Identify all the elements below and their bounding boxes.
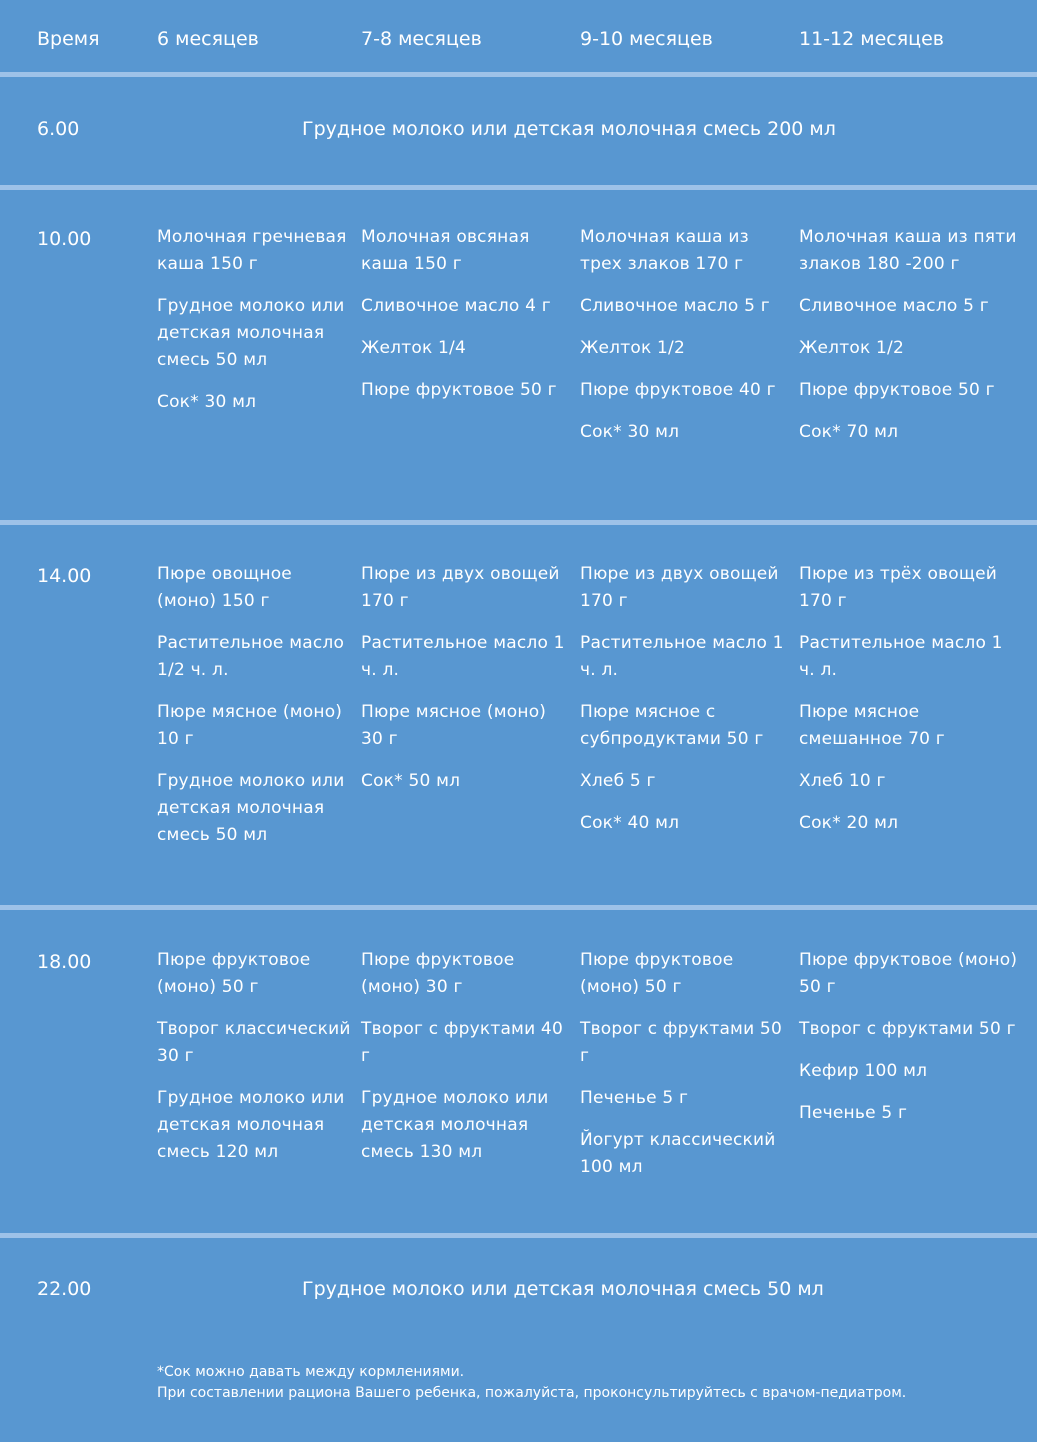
- list-item: Творог с фруктами 50 г: [580, 1019, 782, 1066]
- list-item: Сок* 50 мл: [361, 771, 461, 791]
- row-time-1400: 14.00: [37, 565, 92, 587]
- list-item: Пюре фруктовое 50 г: [799, 380, 995, 400]
- header-col-9-10m: 9-10 месяцев: [580, 28, 713, 50]
- cell-1800-6m: [157, 947, 352, 1181]
- list-item: Грудное молоко или детская молочная смесь 120 мл: [157, 1088, 345, 1162]
- cell-1000-6m: [157, 224, 352, 431]
- list-item: Растительное масло 1 ч. л.: [580, 633, 784, 680]
- cell-1000-11-12m: [799, 224, 1024, 461]
- cell-1800-11-12m: [799, 947, 1024, 1142]
- list-item: Пюре мясное смешанное 70 г: [799, 702, 945, 749]
- cell-1400-11-12m: [799, 561, 1024, 852]
- header-col-6m: 6 месяцев: [157, 28, 259, 50]
- row-span-0600: Грудное молоко или детская молочная смесь 200 мл: [302, 118, 836, 140]
- list-item: Печенье 5 г: [799, 1103, 908, 1123]
- list-item: Пюре фруктовое (моно) 50 г: [580, 950, 734, 997]
- list-item: Сливочное масло 5 г: [799, 296, 989, 316]
- list-item: Пюре фруктовое 50 г: [361, 380, 557, 400]
- list-item: Молочная овсяная каша 150 г: [361, 227, 530, 274]
- list-item: Сок* 20 мл: [799, 813, 899, 833]
- list-item: Желток 1/4: [361, 338, 466, 358]
- list-item: Хлеб 5 г: [580, 771, 656, 791]
- list-item: Сок* 30 мл: [157, 392, 257, 412]
- list-item: Растительное масло 1 ч. л.: [361, 633, 565, 680]
- header-col-7-8m: 7-8 месяцев: [361, 28, 482, 50]
- list-item: Творог классический 30 г: [157, 1019, 351, 1066]
- row-time-1800: 18.00: [37, 951, 92, 973]
- list-item: Растительное масло 1 ч. л.: [799, 633, 1003, 680]
- list-item: Грудное молоко или детская молочная смесь 130 мл: [361, 1088, 549, 1162]
- list-item: Йогурт классический 100 мл: [580, 1130, 776, 1177]
- cell-1400-6m: [157, 561, 352, 864]
- list-item: Творог с фруктами 40 г: [361, 1019, 563, 1066]
- list-item: Пюре из трёх овощей 170 г: [799, 564, 997, 611]
- cell-1400-9-10m: [580, 561, 792, 852]
- list-item: Пюре из двух овощей 170 г: [361, 564, 560, 611]
- row-time-0600: 6.00: [37, 118, 80, 140]
- row-divider: [0, 1233, 1037, 1238]
- list-item: Сок* 40 мл: [580, 813, 680, 833]
- list-item: Сливочное масло 5 г: [580, 296, 770, 316]
- list-item: Молочная каша из трех злаков 170 г: [580, 227, 749, 274]
- list-item: Пюре мясное (моно) 10 г: [157, 702, 343, 749]
- list-item: Пюре из двух овощей 170 г: [580, 564, 779, 611]
- footnote-line-1: *Сок можно давать между кормлениями.: [157, 1364, 465, 1380]
- list-item: Пюре мясное с субпродуктами 50 г: [580, 702, 764, 749]
- list-item: Растительное масло 1/2 ч. л.: [157, 633, 345, 680]
- cell-1800-9-10m: [580, 947, 792, 1196]
- row-divider: [0, 905, 1037, 910]
- list-item: Пюре фруктовое (моно) 30 г: [361, 950, 515, 997]
- header-time: Время: [37, 28, 100, 50]
- list-item: Сок* 30 мл: [580, 422, 680, 442]
- list-item: Творог с фруктами 50 г: [799, 1019, 1016, 1039]
- row-divider: [0, 185, 1037, 190]
- list-item: Грудное молоко или детская молочная смесь 50 мл: [157, 296, 345, 370]
- cell-1400-7-8m: [361, 561, 571, 810]
- header-col-11-12m: 11-12 месяцев: [799, 28, 944, 50]
- list-item: Желток 1/2: [580, 338, 685, 358]
- list-item: Пюре фруктовое (моно) 50 г: [799, 950, 1018, 997]
- list-item: Пюре фруктовое (моно) 50 г: [157, 950, 311, 997]
- list-item: Желток 1/2: [799, 338, 904, 358]
- list-item: Молочная каша из пяти злаков 180 -200 г: [799, 227, 1017, 274]
- list-item: Грудное молоко или детская молочная смесь 50 мл: [157, 771, 345, 845]
- cell-1800-7-8m: [361, 947, 571, 1181]
- row-time-2200: 22.00: [37, 1278, 92, 1300]
- list-item: Пюре мясное (моно) 30 г: [361, 702, 547, 749]
- list-item: Сливочное масло 4 г: [361, 296, 551, 316]
- list-item: Кефир 100 мл: [799, 1061, 928, 1081]
- list-item: Пюре овощное (моно) 150 г: [157, 564, 292, 611]
- cell-1000-7-8m: [361, 224, 571, 419]
- row-divider: [0, 72, 1037, 77]
- list-item: Печенье 5 г: [580, 1088, 689, 1108]
- list-item: Молочная гречневая каша 150 г: [157, 227, 347, 274]
- list-item: Пюре фруктовое 40 г: [580, 380, 776, 400]
- row-span-2200: Грудное молоко или детская молочная смесь 50 мл: [302, 1278, 824, 1300]
- list-item: Сок* 70 мл: [799, 422, 899, 442]
- footnote: [157, 1362, 906, 1404]
- row-divider: [0, 520, 1037, 525]
- cell-1000-9-10m: [580, 224, 792, 461]
- row-time-1000: 10.00: [37, 228, 92, 250]
- footnote-line-2: При составлении рациона Вашего ребенка, пожалуйста, проконсультируйтесь с врачом-педиатром.: [157, 1385, 907, 1401]
- list-item: Хлеб 10 г: [799, 771, 886, 791]
